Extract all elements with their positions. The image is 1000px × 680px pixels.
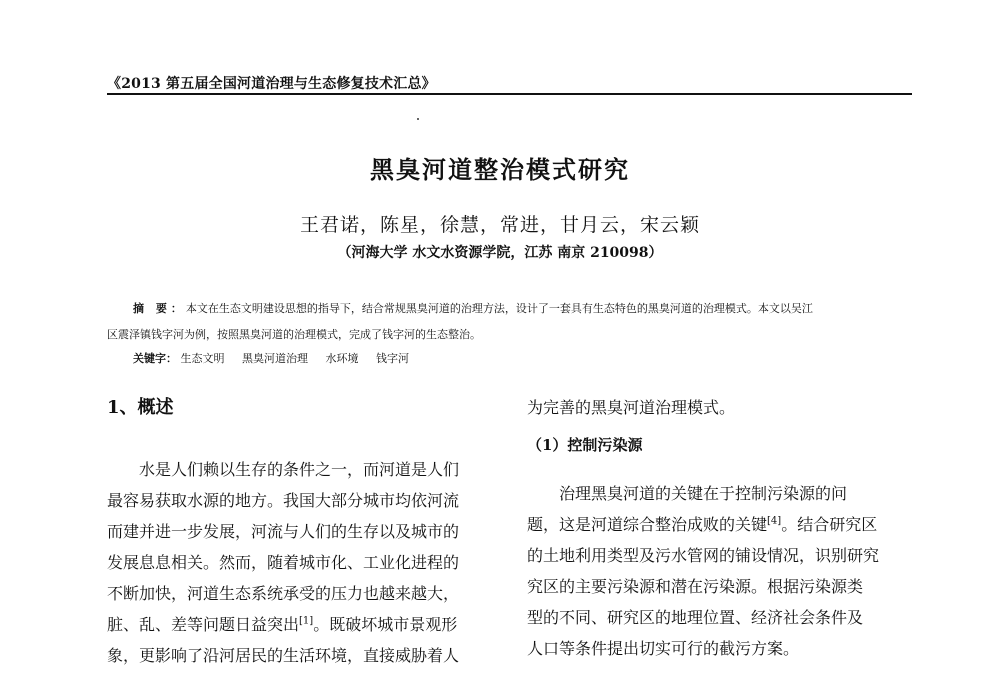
left-column — [107, 392, 492, 671]
text-line: 为完善的黑臭河道治理模式。 — [527, 398, 736, 417]
text-line: 而建并进一步发展，河流与人们的生存以及城市的 — [107, 522, 460, 541]
text-line: 型的不同、研究区的地理位置、经济社会条件及 — [527, 608, 864, 627]
authors: 王君诺，陈星，徐慧，常进，甘月云，宋云颖 — [299, 214, 700, 236]
abstract — [107, 296, 912, 348]
keywords — [133, 350, 423, 366]
keywords-label: 关键字： — [133, 352, 177, 365]
text-line: 人口等条件提出切实可行的截污方案。 — [527, 639, 800, 658]
citation: [4] — [767, 515, 782, 527]
running-header: 《2013 第五届全国河道治理与生态修复技术汇总》 — [107, 76, 436, 92]
text-line: 治理黑臭河道的关键在于控制污染源的问 — [559, 484, 848, 503]
text-line — [107, 609, 492, 640]
header-rule — [107, 93, 912, 95]
keyword: 黑臭河道治理 — [242, 352, 308, 365]
text-line: 发展息息相关。然而，随着城市化、工业化进程的 — [107, 553, 460, 572]
keyword: 钱字河 — [376, 352, 409, 365]
text-line: 不断加快，河道生态系统承受的压力也越来越大， — [107, 584, 460, 603]
paper-title: 黑臭河道整治模式研究 — [370, 155, 630, 184]
sub-heading: （1）控制污染源 — [527, 436, 643, 454]
right-column — [527, 392, 912, 664]
text-segment: 脏、乱、差等问题日益突出 — [107, 615, 300, 634]
text-line: 的土地利用类型及污水管网的铺设情况，识别研究 — [527, 546, 880, 565]
section-heading: 1、概述 — [107, 397, 174, 418]
abstract-text-1: 本文在生态文明建设思想的指导下，结合常规黑臭河道的治理方法，设计了一套具有生态特色的黑臭河道的治理模式。本文以吴江 — [185, 302, 813, 315]
text-line — [527, 509, 912, 540]
citation: [1] — [299, 615, 314, 627]
abstract-line-2: 区震泽镇钱字河为例，按照黑臭河道的治理模式，完成了钱字河的生态整治。 — [107, 328, 481, 341]
abstract-line-1 — [107, 296, 912, 322]
text-line: 水是人们赖以生存的条件之一，而河道是人们 — [139, 460, 460, 479]
keyword: 水环境 — [325, 352, 359, 365]
abstract-label: 摘 要： — [133, 302, 186, 315]
keyword: 生态文明 — [180, 352, 225, 365]
text-segment: 。结合研究区 — [781, 515, 878, 534]
text-segment: 。既破坏城市景观形 — [313, 615, 458, 634]
affiliation: （河海大学 水文水资源学院，江苏 南京 210098） — [337, 245, 663, 261]
speck — [417, 118, 419, 120]
text-line: 象，更影响了沿河居民的生活环境，直接威胁着人 — [107, 646, 460, 665]
text-line: 最容易获取水源的地方。我国大部分城市均依河流 — [107, 491, 460, 510]
text-line: 究区的主要污染源和潜在污染源。根据污染源类 — [527, 577, 864, 596]
text-segment: 题，这是河道综合整治成败的关键 — [527, 515, 768, 534]
